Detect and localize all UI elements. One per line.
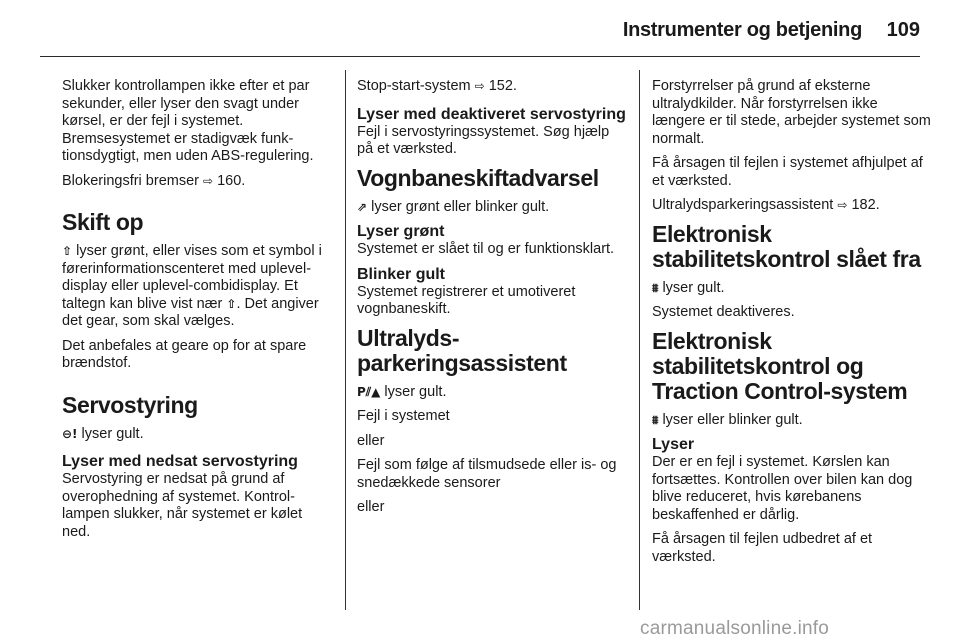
heading-servostyring: Servostyring — [62, 391, 198, 418]
paragraph: eller — [357, 499, 385, 515]
paragraph: Der er en fejl i systemet. Kørslen kan fortsættes. Kontrollen over bilen kan dog blive reduceret, hvis kørebanens beskaffenhed er dårlig. — [652, 454, 913, 523]
lane-departure-icon: ⇗ — [357, 199, 368, 214]
paragraph: ⊖! lyser gult. — [62, 425, 144, 442]
esc-off-icon: ⩩ — [652, 280, 659, 295]
page-number: 109 — [886, 19, 920, 41]
page-header — [0, 0, 960, 56]
heading-nedsat-servostyring: Lyser med nedsat servostyring — [62, 453, 298, 470]
paragraph: Få årsagen til fejlen udbedret af et værksted. — [652, 531, 873, 565]
heading-esc-og-traction-control: Elektronisk stabilitetskontrol og Traction Control-system — [652, 327, 908, 404]
page-ref: 182. — [851, 197, 880, 213]
paragraph: ⩩ lyser gult. — [652, 279, 725, 296]
header-rule — [40, 56, 920, 57]
heading-ultralyds-parkeringsassistent: Ultralydsparkeringsassistent — [357, 324, 567, 376]
column-1 — [62, 78, 334, 548]
heading-vognbaneskiftadvarsel: Vognbaneskiftadvarsel — [357, 164, 599, 191]
paragraph: Forstyrrelser på grund af eksterne ultralydkilder. Når forstyrrelsen ikke længere er til stede, arbejder systemet som normalt. — [652, 78, 931, 147]
heading-skift-op: Skift op — [62, 209, 144, 235]
heading-lyser: Lyser — [652, 436, 695, 453]
column-2 — [357, 78, 629, 524]
heading-esc-slaaet-fra: Elektronisk stabilitetskontrol slået fra — [652, 220, 921, 272]
paragraph: Systemet registrerer et umotiveret vognbaneskift. — [357, 283, 576, 317]
paragraph: Fejl i servostyringssystemet. Søg hjælp på et værksted. — [357, 123, 610, 157]
column-divider-2 — [639, 70, 640, 610]
parking-sensor-icon: P⫽▲ — [357, 384, 381, 399]
paragraph: eller — [357, 432, 385, 449]
watermark: carmanualsonline.info — [640, 618, 830, 639]
heading-lyser-groent: Lyser grønt — [357, 223, 445, 240]
section-title: Instrumenter og betjening — [622, 19, 862, 41]
column-3 — [652, 78, 932, 573]
paragraph: Servostyring er nedsat på grund af overophedning af systemet. Kontrollampen slukker, når systemet er kølet ned. — [62, 471, 303, 540]
paragraph: ⇗ lyser grønt eller blinker gult. — [357, 198, 550, 215]
paragraph-stop-start-ref: Stop-start-system ⇨ 152. — [357, 78, 517, 94]
paragraph: Fejl i systemet — [357, 408, 450, 424]
arrow-right-icon: ⇨ — [837, 198, 848, 212]
arrow-right-icon: ⇨ — [474, 79, 485, 93]
paragraph: ⩩ lyser eller blinker gult. — [652, 411, 803, 428]
page-ref: 160. — [217, 172, 246, 189]
paragraph: Få årsagen til fejlen i systemet afhjulpet af et værksted. — [652, 155, 923, 189]
esc-icon: ⩩ — [652, 412, 659, 427]
shift-up-icon: ⇧ — [62, 244, 73, 258]
paragraph-ultralyd-ref: Ultralydsparkeringsassistent ⇨ 182. — [652, 197, 880, 213]
shift-up-icon: ⇧ — [226, 296, 237, 311]
heading-deaktiveret-servostyring: Lyser med deaktiveret servostyring — [357, 105, 626, 123]
page-ref: 152. — [488, 78, 517, 94]
column-divider-1 — [345, 70, 346, 610]
power-steering-icon: ⊖! — [62, 426, 78, 441]
paragraph: Slukker kontrollampen ikke efter et par sekunder, eller lyser den svagt under kørsel, er der fejl i systemet. Bremsesystemet er stadigvæk funktionsdygtigt, men uden ABS-regulering. — [62, 78, 314, 164]
paragraph: P⫽▲ lyser gult. — [357, 383, 447, 400]
paragraph: ⇧ lyser grønt, eller vises som et symbol i førerinformationscenteret med uplevel-display eller uplevel-combidisplay. Et taltegn kan blive vist nær ⇧. Det angiver det gear, som skal vælges. — [62, 243, 322, 329]
paragraph: Systemet deaktiveres. — [652, 304, 795, 320]
paragraph: Fejl som følge af tilsmudsede eller is- og snedækkede sensorer — [357, 457, 617, 491]
paragraph: Det anbefales at geare op for at spare brændstof. — [62, 337, 307, 371]
heading-blinker-gult: Blinker gult — [357, 265, 446, 283]
paragraph-abs-ref: Blokeringsfri bremser ⇨ 160. — [62, 172, 246, 189]
paragraph: Systemet er slået til og er funktionsklart. — [357, 241, 615, 257]
arrow-right-icon: ⇨ — [203, 173, 214, 188]
